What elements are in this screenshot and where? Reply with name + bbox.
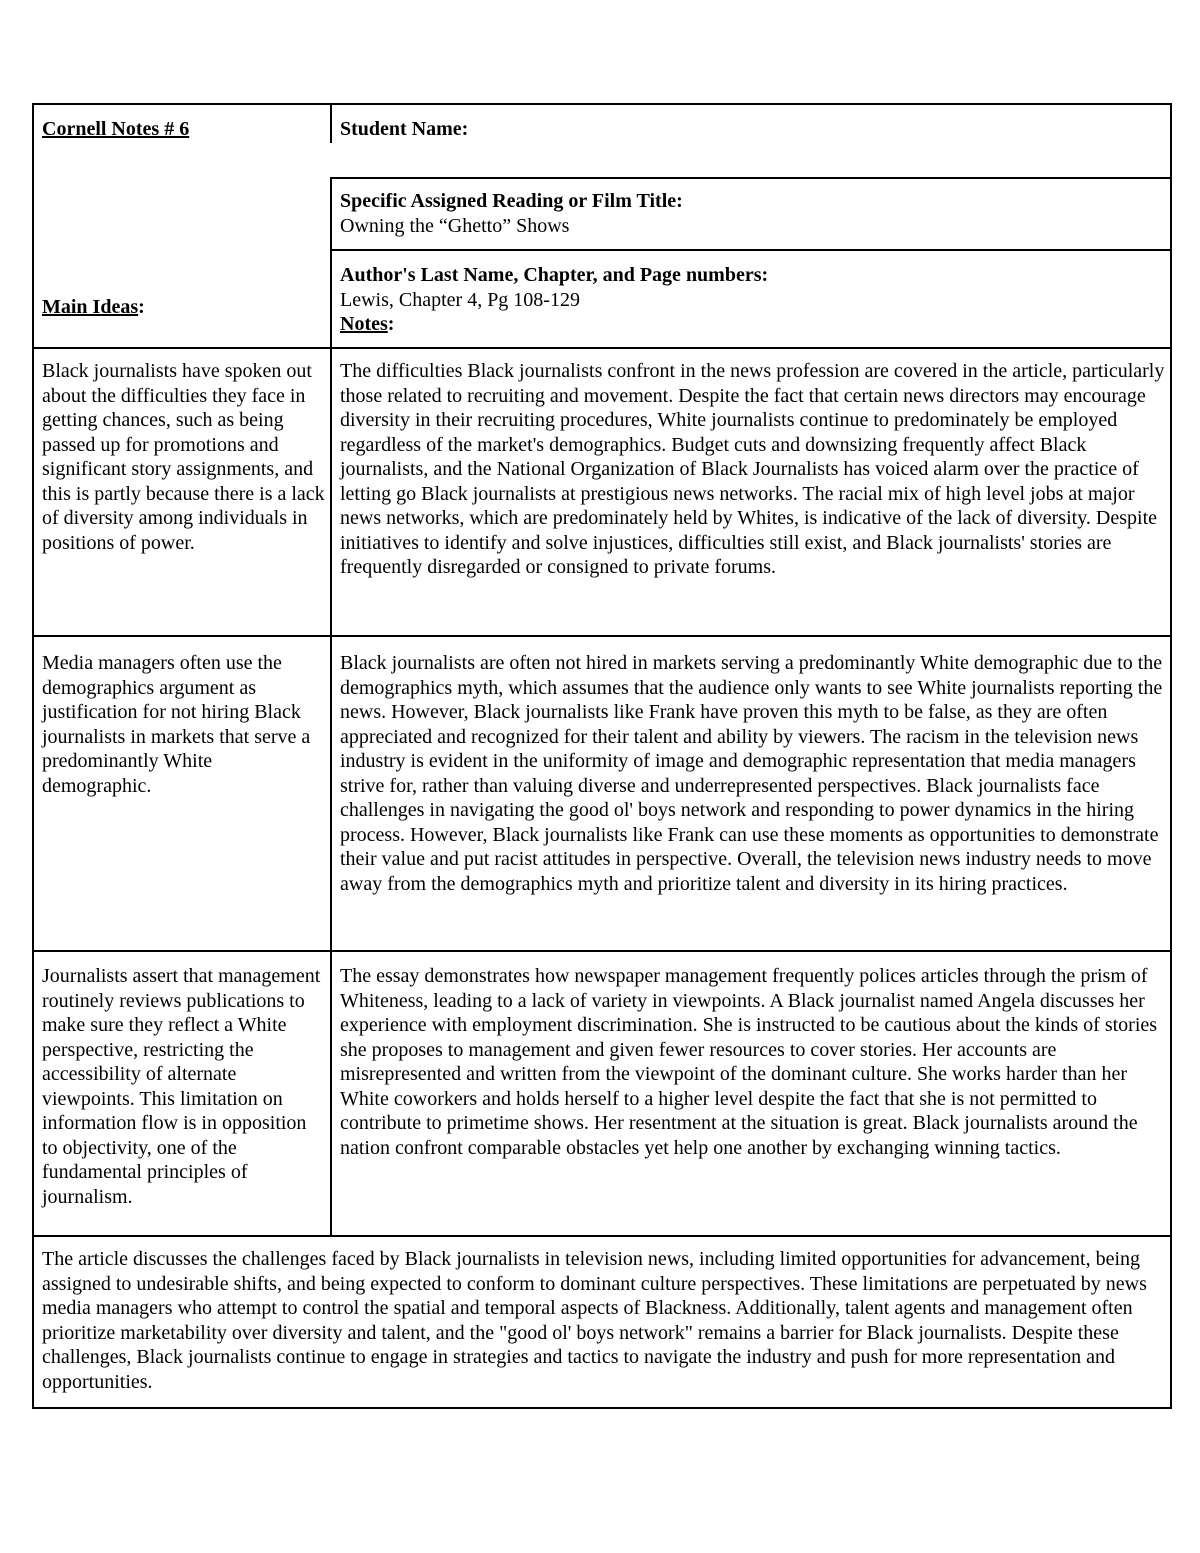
reading-label: Specific Assigned Reading or Film Title: [340,190,683,212]
author-block [340,263,1160,337]
notes-1: The difficulties Black journalists confront in the news profession are covered in the article, particularly those related to recruiting and movement. Despite the fact that certain news directors may encourage diversity in their recruiting procedures, White journalists continue to predominately be employed regardless of the market's demographics. Budget cuts and downsizing frequently affect Black journalists, and the National Organization of Black Journalists has voiced alarm over the practice of letting go Black journalists at prestigious news networks. The racial mix of high level jobs at major news networks, which are predominately held by Whites, is indicative of the lack of diversity. Despite initiatives to identify and solve injustices, difficulties still exist, and Black journalists' stories are frequently disregarded or consigned to private forums. [340,360,1165,578]
summary-text: The article discusses the challenges faced by Black journalists in television news, including limited opportunities for advancement, being assigned to undesirable shifts, and being expected to conform to dominant culture perspectives. These limitations are perpetuated by news media managers who attempt to control the spatial and temporal aspects of Blackness. Additionally, talent agents and management often prioritize marketability over diversity and talent, and the "good ol' boys network" remains a barrier for Black journalists. Despite these challenges, Black journalists continue to engage in strategies and tactics to navigate the industry and push for more representation and opportunities. [42,1248,1147,1393]
header-divider-1 [330,177,1172,179]
header-divider-2 [330,249,1172,251]
main-ideas-heading [42,295,322,320]
student-name-label: Student Name: [340,118,469,140]
column-divider-main [330,177,332,1237]
main-idea-2: Media managers often use the demographics argument as justification for not hiring Black journalists in markets that serve a predominantly White demographic. [42,652,311,797]
cornell-notes-table [32,103,1172,1409]
reading-block [340,189,1160,238]
main-ideas-colon: : [138,296,145,318]
author-label: Author's Last Name, Chapter, and Page numbers: [340,264,769,286]
column-divider-top [330,105,332,143]
notes-label: Notes [340,313,388,335]
author-info: Lewis, Chapter 4, Pg 108-129 [340,288,580,311]
reading-title: Owning the “Ghetto” Shows [340,214,570,237]
cornell-notes-number: Cornell Notes # 6 [42,118,190,140]
summary-divider [34,1235,1172,1237]
main-ideas-label: Main Ideas [42,296,139,318]
notes-2: Black journalists are often not hired in markets serving a predominantly White demographic due to the demographics myth, which assumes that the audience only wants to see White journalists reporting the news. However, Black journalists like Frank have proven this myth to be false, as they are often appreciated and recognized for their talent and ability by viewers. The racism in the television news industry is evident in the uniformity of image and demographic representation that media managers strive for, rather than valuing diverse and underrepresented perspectives. Black journalists face challenges in navigating the good ol' boys network and responding to power dynamics in the hiring process. However, Black journalists like Frank can use these moments as opportunities to demonstrate their value and put racist attitudes in perspective. Overall, the television news industry needs to move away from the demographics myth and prioritize talent and diversity in its hiring practices. [340,652,1163,895]
header-bottom-divider [34,347,1172,349]
notes-3: The essay demonstrates how newspaper management frequently polices articles through the prism of Whiteness, leading to a lack of variety in viewpoints. A Black journalist named Angela discusses her experience with employment discrimination. She is instructed to be cautious about the kinds of stories she proposes to management and given fewer resources to cover stories. Her accounts are misrepresented and written from the viewpoint of the dominant culture. She works harder than her White coworkers and holds herself to a higher level despite the fact that she is not permitted to contribute to primetime shows. Her resentment at the situation is great. Black journalists around the nation confront comparable obstacles yet help one another by exchanging winning tactics. [340,965,1158,1159]
notes-colon: : [387,313,395,335]
main-idea-1: Black journalists have spoken out about the difficulties they face in getting chances, such as being passed up for promotions and significant story assignments, and this is partly because there is a lack of diversity among individuals in positions of power. [42,360,325,554]
notes-heading [340,312,1160,337]
row-divider-2 [34,950,1172,952]
main-idea-3: Journalists assert that management routinely reviews publications to make sure they reflect a White perspective, restricting the accessibility of alternate viewpoints. This limitation on information flow is in opposition to objectivity, one of the fundamental principles of journalism. [42,965,321,1208]
row-divider-1 [34,635,1172,637]
